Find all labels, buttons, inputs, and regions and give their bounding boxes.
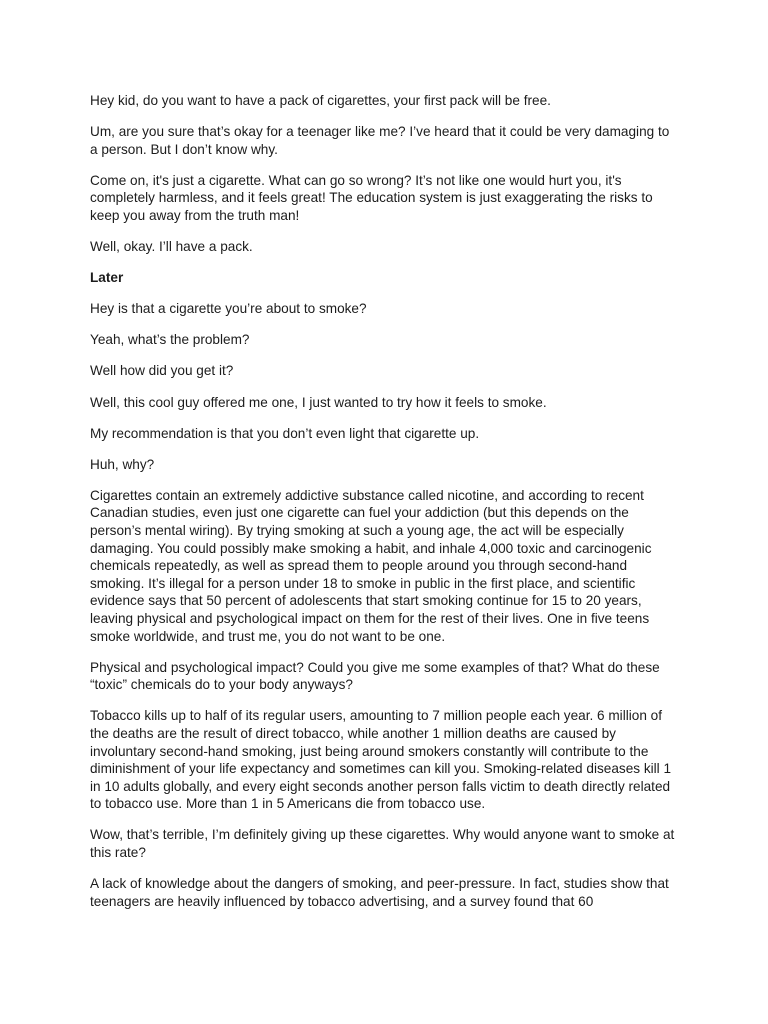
dialogue-paragraph-14: Tobacco kills up to half of its regular users, amounting to 7 million people each year. 6 million of the deaths are the result of direct tobacco, while another 1 million deaths are caused by involuntary second-hand smoking, just being around smokers constantly will contribute to the diminishment of your life expectancy and sometimes can kill you. Smoking-related diseases kill 1 in 10 adults globally, and every eight seconds another person falls victim to death directly related to tobacco use. More than 1 in 5 Americans die from tobacco use. bbox=[90, 708, 672, 812]
dialogue-paragraph-3: Come on, it's just a cigarette. What can go so wrong? It’s not like one would hurt you, it's completely harmless, and it feels great! The education system is just exaggerating the risks to keep you away from the truth man! bbox=[90, 172, 653, 223]
dialogue-paragraph-12: Cigarettes contain an extremely addictive substance called nicotine, and according to recent Canadian studies, even just one cigarette can fuel your addiction (but this depends on the person’s mental wiring). By trying smoking at such a young age, the act will be especially damaging. You could possibly make smoking a habit, and inhale 4,000 toxic and carcinogenic chemicals repeatedly, as well as spread them to people around you through second-hand smoking. It’s illegal for a person under 18 to smoke in public in the first place, and scientific evidence says that 50 percent of adolescents that start smoking continue for 15 to 20 years, leaving physical and psychological impact on them for the rest of their lives. One in five teens smoke worldwide, and trust me, you do not want to be one. bbox=[90, 487, 652, 644]
dialogue-paragraph-6: Hey is that a cigarette you’re about to smoke? bbox=[90, 301, 367, 317]
dialogue-paragraph-7: Yeah, what’s the problem? bbox=[90, 332, 250, 348]
dialogue-paragraph-2: Um, are you sure that’s okay for a teenager like me? I’ve heard that it could be very damaging to a person. But I don’t know why. bbox=[90, 124, 670, 157]
document-page bbox=[90, 92, 680, 924]
dialogue-paragraph-15: Wow, that’s terrible, I’m definitely giving up these cigarettes. Why would anyone want to smoke at this rate? bbox=[90, 827, 675, 860]
dialogue-paragraph-10: My recommendation is that you don’t even light that cigarette up. bbox=[90, 425, 480, 441]
dialogue-paragraph-4: Well, okay. I’ll have a pack. bbox=[90, 239, 253, 255]
dialogue-paragraph-11: Huh, why? bbox=[90, 456, 155, 472]
dialogue-paragraph-9: Well, this cool guy offered me one, I just wanted to try how it feels to smoke. bbox=[90, 394, 547, 410]
dialogue-paragraph-1: Hey kid, do you want to have a pack of cigarettes, your first pack will be free. bbox=[90, 93, 551, 108]
dialogue-paragraph-8: Well how did you get it? bbox=[90, 363, 234, 379]
section-heading-later: Later bbox=[90, 270, 124, 286]
dialogue-paragraph-13: Physical and psychological impact? Could you give me some examples of that? What do these “toxic” chemicals do to your body anyways? bbox=[90, 659, 660, 693]
dialogue-paragraph-16: A lack of knowledge about the dangers of smoking, and peer-pressure. In fact, studies show that teenagers are heavily influenced by tobacco advertising, and a survey found that 60 bbox=[90, 876, 669, 909]
